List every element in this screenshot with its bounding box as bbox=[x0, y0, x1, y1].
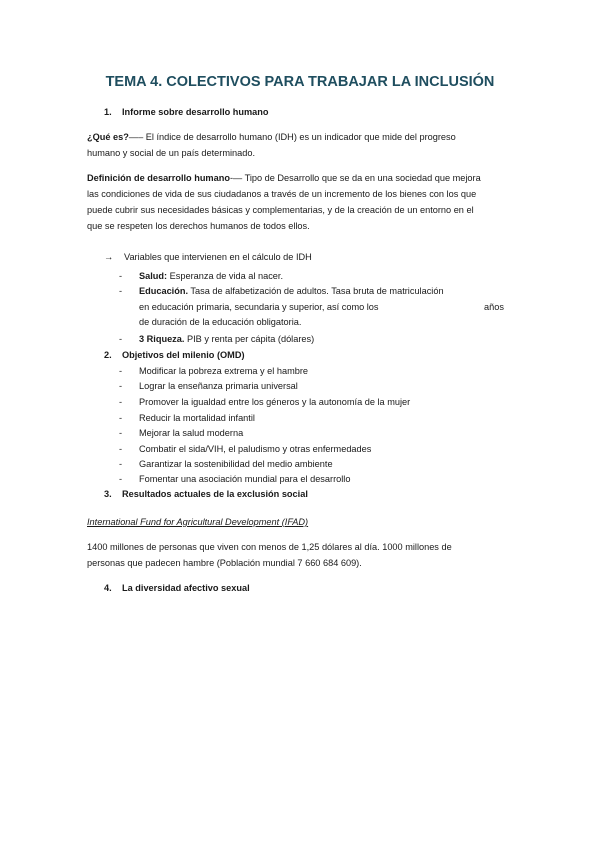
list-dash: - bbox=[119, 381, 123, 391]
list-item-text: Modificar la pobreza extrema y el hambre bbox=[139, 366, 309, 376]
variable-salud bbox=[119, 270, 283, 282]
list-dash: - bbox=[119, 459, 123, 469]
list-item bbox=[119, 473, 350, 485]
educacion-line-3: de duración de la educación obligatoria. bbox=[139, 317, 302, 327]
salud-text: Esperanza de vida al nacer. bbox=[167, 271, 284, 281]
list-item bbox=[119, 427, 243, 439]
riqueza-text: PIB y renta per cápita (dólares) bbox=[184, 334, 315, 344]
section-title: La diversidad afectivo sexual bbox=[122, 583, 250, 593]
section-number: 2. bbox=[104, 350, 112, 360]
definicion-line-4: que se respeten los derechos humanos de todos ellos. bbox=[87, 221, 310, 231]
pobreza-line-2: personas que padecen hambre (Población mundial 7 660 684 609). bbox=[87, 558, 362, 568]
list-item-text: Reducir la mortalidad infantil bbox=[139, 413, 255, 423]
riqueza-label: 3 Riqueza. bbox=[139, 334, 185, 344]
variable-educacion bbox=[119, 285, 444, 297]
list-dash: - bbox=[119, 271, 123, 281]
section-2-heading bbox=[104, 349, 245, 361]
arrow-icon: → bbox=[104, 252, 114, 262]
definicion-text: -— Tipo de Desarrollo que se da en una sociedad que mejora bbox=[229, 173, 481, 183]
pobreza-line-1: 1400 millones de personas que viven con menos de 1,25 dólares al día. 1000 millones de bbox=[87, 542, 452, 552]
list-item bbox=[119, 412, 255, 424]
list-item bbox=[119, 458, 333, 470]
list-dash: - bbox=[119, 366, 123, 376]
list-item-text: Combatir el sida/VIH, el paludismo y otras enfermedades bbox=[139, 444, 372, 454]
section-title: Informe sobre desarrollo humano bbox=[122, 107, 269, 117]
definicion-line-1 bbox=[87, 172, 481, 184]
list-item-text: Mejorar la salud moderna bbox=[139, 428, 244, 438]
section-number: 4. bbox=[104, 583, 112, 593]
section-title: Resultados actuales de la exclusión social bbox=[122, 489, 308, 499]
section-1-heading bbox=[104, 106, 269, 118]
list-item bbox=[119, 365, 308, 377]
educacion-text: Tasa de alfabetización de adultos. Tasa bruta de matriculación bbox=[188, 286, 444, 296]
list-item-text: Fomentar una asociación mundial para el desarrollo bbox=[139, 474, 351, 484]
educacion-label: Educación. bbox=[139, 286, 189, 296]
educacion-line-2: en educación primaria, secundaria y superior, así como los bbox=[139, 302, 379, 312]
que-es-label: ¿Qué es? bbox=[87, 132, 129, 142]
page-title: TEMA 4. COLECTIVOS PARA TRABAJAR LA INCLUSIÓN bbox=[105, 74, 495, 90]
variable-riqueza bbox=[119, 333, 314, 345]
list-item-text: Garantizar la sostenibilidad del medio ambiente bbox=[139, 459, 333, 469]
ifad-link[interactable]: International Fund for Agricultural Development (IFAD) bbox=[87, 517, 309, 527]
definicion-line-3: puede cubrir sus necesidades básicas y complementarias, y de la creación de un entorno en el bbox=[87, 205, 474, 215]
list-dash: - bbox=[119, 444, 123, 454]
list-dash: - bbox=[119, 334, 123, 344]
salud-label: Salud: bbox=[139, 271, 168, 281]
educacion-line-2-end: años bbox=[484, 302, 504, 312]
section-4-heading bbox=[104, 582, 250, 594]
list-item-text: Lograr la enseñanza primaria universal bbox=[139, 381, 298, 391]
definicion-line-2: las condiciones de vida de sus ciudadanos a través de un incremento de los bienes con los que bbox=[87, 189, 477, 199]
list-item bbox=[119, 443, 371, 455]
variables-text: Variables que intervienen en el cálculo de IDH bbox=[124, 252, 312, 262]
que-es-line-2: humano y social de un país determinado. bbox=[87, 148, 256, 158]
list-dash: - bbox=[119, 428, 123, 438]
list-dash: - bbox=[119, 397, 123, 407]
section-3-heading bbox=[104, 488, 308, 500]
list-item-text: Promover la igualdad entre los géneros y la autonomía de la mujer bbox=[139, 397, 411, 407]
section-number: 3. bbox=[104, 489, 112, 499]
variables-heading bbox=[104, 251, 312, 263]
list-dash: - bbox=[119, 474, 123, 484]
section-title: Objetivos del milenio (OMD) bbox=[122, 350, 245, 360]
list-dash: - bbox=[119, 286, 123, 296]
list-dash: - bbox=[119, 413, 123, 423]
que-es-text: —– El índice de desarrollo humano (IDH) es un indicador que mide del progreso bbox=[128, 132, 456, 142]
list-item bbox=[119, 396, 410, 408]
list-item bbox=[119, 380, 298, 392]
definicion-label: Definición de desarrollo humano bbox=[87, 173, 230, 183]
que-es-line-1 bbox=[87, 131, 456, 143]
section-number: 1. bbox=[104, 107, 112, 117]
